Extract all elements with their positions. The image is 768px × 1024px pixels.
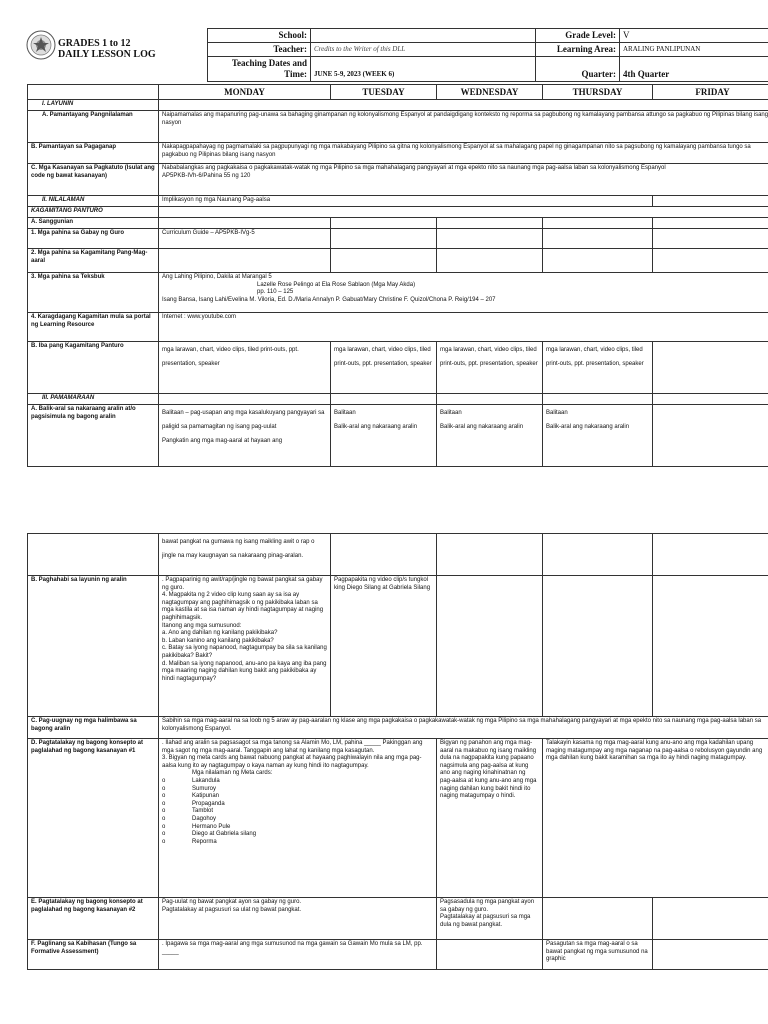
learning-resource-label: 4. Karagdagang Kagamitan mula sa portal ng Learning Resource bbox=[28, 313, 159, 342]
teksbuk-line-2: Lazelle Rose Pelingo at Ela Rose Sablaon (Mga May Akda) bbox=[257, 281, 416, 288]
paghahabi-tuesday: Pagpapakita ng video clip/s tungkol king Diego Silang at Gabriela Silang bbox=[331, 576, 437, 717]
nilalaman-row bbox=[28, 196, 768, 207]
list-item: o Reporma bbox=[162, 838, 217, 845]
paglinang-row bbox=[28, 940, 768, 970]
pagtatalakay-1-label: D. Pagtatalakay ng bagong konsepto at paglalahad ng bagong kasanayan #1 bbox=[28, 739, 159, 898]
continuation-monday: bawat pangkat na gumawa ng isang maikling awit o rap o jingle na may kaugnayan sa nakaraang pinag-aralan. bbox=[159, 534, 331, 576]
day-monday: MONDAY bbox=[159, 85, 331, 100]
gabay-label: 1. Mga pahina sa Gabay ng Guro bbox=[28, 229, 159, 249]
learning-resource-text: Internet : www.youtube.com bbox=[159, 313, 768, 342]
kagamitan-row bbox=[28, 207, 768, 218]
teksbuk-line-4: Isang Bansa, Isang Lahi/Evelina M. Viloria, Ed. D./Maria Annalyn P. Gabuat/Mary Christine F. Quizol/Chona P. Reig/194 – 207 bbox=[162, 296, 496, 303]
pamantayan-pagaganap-row bbox=[28, 143, 768, 164]
pamantayang-pangnilalaman-row bbox=[28, 111, 768, 143]
paghahabi-row bbox=[28, 576, 768, 717]
paghahabi-monday-7: d. Maliban sa iyong napanood, anu-ano pa kaya ang iba pang mga maaring naging dahilan kung bakit ang pakikibaka ay hindi nagtagumpay? bbox=[162, 660, 327, 682]
teacher-label: Teacher: bbox=[208, 43, 311, 57]
balik-aral-monday bbox=[159, 405, 331, 467]
nilalaman-heading: II. NILALAMAN bbox=[28, 196, 159, 207]
title-line-2: DAILY LESSON LOG bbox=[58, 49, 156, 60]
teksbuk-text bbox=[159, 273, 768, 313]
balik-aral-thursday-2: Balik-aral ang nakaraang aralin bbox=[546, 424, 630, 430]
kasanayan-label: C. Mga Kasanayan sa Pagkatuto (Isulat ang code ng bawat kasanayan) bbox=[28, 164, 159, 196]
balik-aral-thursday bbox=[543, 405, 653, 467]
balik-aral-wednesday bbox=[437, 405, 543, 467]
log-title bbox=[58, 38, 156, 60]
list-item: o Hermano Pule bbox=[162, 823, 231, 830]
iba-pang-kagamitan-label: B. Iba pang Kagamitang Panturo bbox=[28, 342, 159, 394]
pagtatalakay-1-thursday: Talakayin kasama ng mga mag-aaral kung anu-ano ang mga kadahilan upang maging matagumpay ang mga naganap na pag-aalsa o rebolusyon gayundin ang mga dahilan kung bakit karamihan sa mga ito ay hindi naging matagumpay. bbox=[543, 739, 768, 898]
paglinang-monday: . Ipagawa sa mga mag-aaral ang mga sumusunod na mga gawain sa Gawain Mo mula sa LM, pp. _____ bbox=[159, 940, 437, 970]
balik-aral-monday-1: Balitaan – pag-usapan ang mga kasalukuyang pangyayari sa paligid sa pamamagitan ng isang pag-uulat bbox=[162, 410, 325, 430]
lesson-table-page-1 bbox=[27, 84, 768, 467]
iba-pang-kagamitan-row bbox=[28, 342, 768, 394]
learning-area-value: ARALING PANLIPUNAN bbox=[620, 43, 768, 57]
sanggunian-label: A. Sanggunian bbox=[28, 218, 159, 229]
kasanayan-row bbox=[28, 164, 768, 196]
continuation-row bbox=[28, 534, 768, 576]
day-thursday: THURSDAY bbox=[543, 85, 653, 100]
balik-aral-label: A. Balik-aral sa nakaraang aralin at/o pagsisimula ng bagong aralin bbox=[28, 405, 159, 467]
teksbuk-label: 3. Mga pahina sa Teksbuk bbox=[28, 273, 159, 313]
paghahabi-monday-1: . Pagpaparinig ng awit/rap/jingle ng bawat pangkat sa gabay ng guro. bbox=[162, 577, 323, 591]
gabay-row bbox=[28, 229, 768, 249]
balik-aral-thursday-1: Balitaan bbox=[546, 410, 568, 416]
pagtatalakay-2-monday bbox=[159, 898, 437, 940]
day-friday: FRIDAY bbox=[653, 85, 768, 100]
kasanayan-text bbox=[159, 164, 768, 196]
kasanayan-text-1: Nababalangkas ang pagkakaisa o pagkakawatak-watak ng mga Pilipino sa mga mahahalagang pangyayari at mga epekto nito sa naunang mga pag-aalsa laban sa kolonyalismong Espanyol bbox=[162, 165, 666, 171]
teksbuk-row bbox=[28, 273, 768, 313]
paghahabi-monday-2: 4. Magpakita ng 2 video clip kung saan ay sa isa ay nagtagumpay ang paghihimagsik o ng pakikibaka laban sa mga kastila at sa isa naman ay hindi nagtagumpay at naging paghihimagsik. bbox=[162, 592, 324, 621]
empty-corner bbox=[28, 85, 159, 100]
pamamaraan-heading: III. PAMAMARAAN bbox=[28, 394, 159, 405]
day-wednesday: WEDNESDAY bbox=[437, 85, 543, 100]
school-label: School: bbox=[208, 29, 311, 43]
pagtatalakay-2-wednesday-1: Pagsasadula ng mga pangkat ayon sa gabay ng guro. bbox=[440, 899, 535, 913]
school-value bbox=[311, 29, 536, 43]
pagtatalakay-1-row bbox=[28, 739, 768, 898]
teacher-value: Credits to the Writer of this DLL bbox=[311, 43, 536, 57]
pagtatalakay-2-monday-1: Pag-uulat ng bawat pangkat ayon sa gabay ng guro. bbox=[162, 899, 302, 905]
kasanayan-code: AP5PKB-IVh-6/Pahina 55 ng 120 bbox=[162, 172, 251, 179]
list-item: o Katipunan bbox=[162, 793, 220, 800]
list-item: o Dagohoy bbox=[162, 815, 217, 822]
pagtatalakay-1-monday-3: Mga nilalaman ng Meta cards: bbox=[192, 770, 273, 777]
balik-aral-row bbox=[28, 405, 768, 467]
lesson-table-page-2 bbox=[27, 533, 768, 970]
list-item: o Sumuroy bbox=[162, 785, 217, 792]
paghahabi-monday-3: Itanong ang mga sumusunod: bbox=[162, 622, 242, 629]
dates-label: Teaching Dates and Time: bbox=[208, 57, 311, 82]
title-line-1: GRADES 1 to 12 bbox=[58, 38, 131, 49]
pamantayang-pangnilalaman-label: A. Pamantayang Pangnilalaman bbox=[28, 111, 159, 143]
pagtatalakay-1-wednesday: Bigyan ng panahon ang mga mag-aaral na makabuo ng isang maikling dula na nagpapakita kung papaano nagsimula ang pag-aalsa at kung ano ang naging kinahinatnan ng pag-aalsa at kung anu-ano ang mga naging dahilan kung bakit hindi ito naging matagumpay o hindi. bbox=[437, 739, 543, 898]
gabay-text: Curriculum Guide – AP5PKB-IVg-5 bbox=[159, 229, 331, 249]
kagamitan-heading: KAGAMITANG PANTURO bbox=[28, 207, 159, 218]
pagtatalakay-2-wednesday-2: Pagtatalakay at pagsusuri sa mga dula ng bawat pangkat. bbox=[440, 914, 531, 928]
dates-value: JUNE 5-9, 2023 (WEEK 6) bbox=[311, 57, 536, 82]
quarter-value: 4th Quarter bbox=[620, 57, 768, 82]
list-item: o Lakandula bbox=[162, 777, 220, 784]
learning-resource-row bbox=[28, 313, 768, 342]
paghahabi-monday bbox=[159, 576, 331, 717]
paghahabi-monday-6: c. Batay sa iyong napanood, nagtagumpay ba sila sa kanilang pakikibaka? Bakit? bbox=[162, 645, 327, 659]
pag-uugnay-label: C. Pag-uugnay ng mga halimbawa sa bagong aralin bbox=[28, 717, 159, 739]
paghahabi-label: B. Paghahabi sa layunin ng aralin bbox=[28, 576, 159, 717]
pagtatalakay-1-monday bbox=[159, 739, 437, 898]
pamantayan-pagaganap-label: B. Pamantayan sa Pagaganap bbox=[28, 143, 159, 164]
balik-aral-wednesday-2: Balik-aral ang nakaraang aralin bbox=[440, 424, 524, 430]
nilalaman-text: Implikasyon ng mga Naunang Pag-aalsa bbox=[159, 196, 653, 207]
balik-aral-monday-2: Pangkatin ang mga mag-aaral at hayaan ang bbox=[162, 438, 283, 444]
pag-uugnay-text: Sabihin sa mga mag-aaral na sa loob ng 5 araw ay pag-aaralan ng klase ang mga pagkakaisa o pagkakawatak-watak ng mga Pilipino sa mga mahahalagang pangyayari at mga epekto nito sa naunang mga pag-aalsa laban sa kolonyalismong Espanyol. bbox=[159, 717, 768, 739]
layunin-row bbox=[28, 100, 768, 111]
deped-seal-icon bbox=[26, 30, 56, 60]
paghahabi-monday-4: a. Ano ang dahilan ng kanilang pakikibaka? bbox=[162, 630, 278, 637]
iba-tuesday: mga larawan, chart, video clips, tiled print-outs, ppt. presentation, speaker bbox=[331, 342, 437, 394]
pamantayang-pangnilalaman-text: Naipamamalas ang mapanuring pag-unawa sa bahaging ginampanan ng kolonyalismong Espanyol at pandaigdigang konteksto ng reporma sa pagbubong ng kamalayang pambansa attungo sa pagkabuo ng Pilipinas bilang isang nasyon bbox=[159, 111, 768, 143]
pamantayan-pagaganap-text: Nakapagpapahayag ng pagmamalaki sa pagpupunyagi ng mga makabayang Pilipino sa gitna ng kolonyalismong Espanyol at sa mahalagang papel ng ginagampanan nito sa pagsubong ng kamalayang pambansa tungo sa pagkabuo ng Pilipinas bilang isang nasyon bbox=[159, 143, 768, 164]
day-tuesday: TUESDAY bbox=[331, 85, 437, 100]
header-table bbox=[207, 28, 768, 82]
grade-label: Grade Level: bbox=[536, 29, 620, 43]
teksbuk-line-1: Ang Lahing Pilipino, Dakila at Marangal 5 bbox=[162, 274, 272, 280]
layunin-heading: I. LAYUNIN bbox=[28, 100, 159, 111]
paghahabi-monday-5: b. Laban kanino ang kanilang pakikibaka? bbox=[162, 637, 274, 644]
teksbuk-line-3: pp. 110 – 125 bbox=[257, 289, 294, 296]
balik-aral-tuesday-2: Balik-aral ang nakaraang aralin bbox=[334, 424, 418, 430]
paglinang-label: F. Paglinang sa Kabihasan (Tungo sa Formative Assessment) bbox=[28, 940, 159, 970]
kagamitang-mag-aaral-label: 2. Mga pahina sa Kagamitang Pang-Mag-aaral bbox=[28, 249, 159, 273]
iba-monday: mga larawan, chart, video clips, tiled print-outs, ppt. presentation, speaker bbox=[159, 342, 331, 394]
balik-aral-wednesday-1: Balitaan bbox=[440, 410, 462, 416]
balik-aral-tuesday bbox=[331, 405, 437, 467]
paglinang-thursday: Pasagutan sa mga mag-aaral o sa bawat pangkat ng mga sumusunod na graphic bbox=[543, 940, 653, 970]
iba-thursday: mga larawan, chart, video clips, tiled print-outs, ppt. presentation, speaker bbox=[543, 342, 653, 394]
day-header-row bbox=[28, 85, 768, 100]
list-item: o Propaganda bbox=[162, 800, 225, 807]
pagtatalakay-2-monday-2: Pagtatalakay at pagsusuri sa ulat ng bawat pangkat. bbox=[162, 906, 302, 913]
pagtatalakay-2-label: E. Pagtatalakay ng bagong konsepto at paglalahad ng bagong kasanayan #2 bbox=[28, 898, 159, 940]
pagtatalakay-1-monday-2: 3. Bigyan ng meta cards ang bawat nabuong pangkat at hayaang paghiwalayin nila ang mga pag-aalsa kung ito ay nagtagumpay o kaya naman ay kung hindi ito nagtagumpay. bbox=[162, 755, 422, 769]
grade-value: V bbox=[620, 29, 768, 43]
pagtatalakay-1-monday-1: . Ilahad ang aralin sa pagsasagot sa mga tanong sa Alamin Mo, LM, pahina _____ Pakinggan ang mga sagot ng mga mag-aaral. Tanggapin ang lahat ng kanilang mga kasagutan. bbox=[162, 740, 423, 754]
learning-area-label: Learning Area: bbox=[536, 43, 620, 57]
list-item: o Tamblot bbox=[162, 808, 214, 815]
balik-aral-tuesday-1: Balitaan bbox=[334, 410, 356, 416]
iba-wednesday: mga larawan, chart, video clips, tiled print-outs, ppt. presentation, speaker bbox=[437, 342, 543, 394]
pag-uugnay-row bbox=[28, 717, 768, 739]
pagtatalakay-2-row bbox=[28, 898, 768, 940]
sanggunian-row bbox=[28, 218, 768, 229]
list-item: o Diego at Gabriela silang bbox=[162, 831, 257, 838]
meta-card-list bbox=[162, 778, 433, 846]
pagtatalakay-2-wednesday bbox=[437, 898, 543, 940]
kagamitang-mag-aaral-row bbox=[28, 249, 768, 273]
quarter-label: Quarter: bbox=[536, 57, 620, 82]
pamamaraan-row bbox=[28, 394, 768, 405]
